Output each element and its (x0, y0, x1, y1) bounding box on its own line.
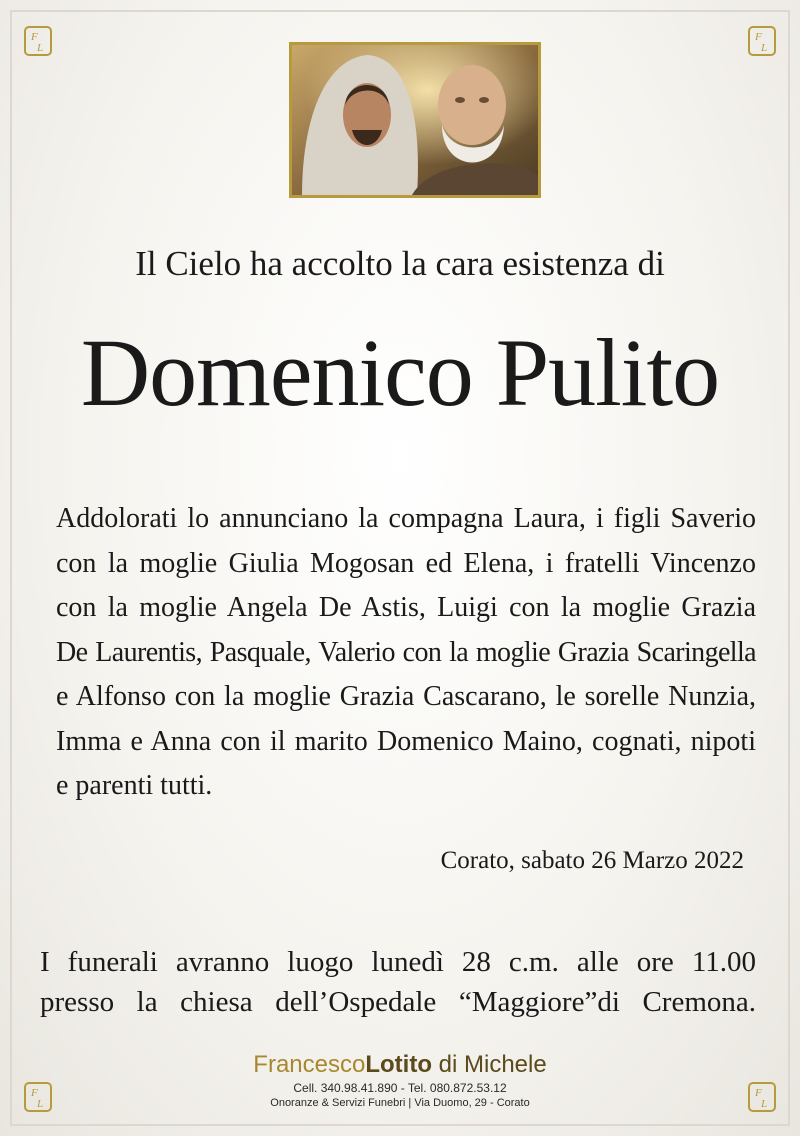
funeral-line: I funerali avranno luogo lunedì 28 c.m. alle ore 11.00 (40, 946, 756, 978)
corner-top-right (730, 6, 794, 70)
announcement-text (56, 497, 756, 809)
company-contacts: Cell. 340.98.41.890 - Tel. 080.872.53.12 (293, 1081, 507, 1095)
company-first-name: Francesco (253, 1051, 366, 1078)
svg-text:F: F (755, 31, 762, 43)
announcement-line: e parenti tutti. (56, 770, 213, 801)
announcement-line: e Alfonso con la moglie Grazia Cascarano, le sorelle Nunzia, (56, 681, 756, 712)
svg-text:L: L (761, 42, 768, 54)
religious-photo (289, 42, 541, 198)
announcement-line: De Laurentis, Pasquale, Valerio con la moglie Grazia Scaringella (56, 636, 756, 668)
date-line: Corato, sabato 26 Marzo 2022 (440, 847, 744, 874)
company-address: Onoranze & Servizi Funebri | Via Duomo, 29 - Corato (270, 1097, 530, 1109)
announcement-line: con la moglie Giulia Mogosan ed Elena, i fratelli Vincenzo (56, 547, 756, 579)
funeral-info (40, 942, 756, 1022)
headline: Il Cielo ha accolto la cara esistenza di (135, 244, 665, 283)
svg-text:F: F (31, 1087, 38, 1099)
announcement-line: Addolorati lo annunciano la compagna Laura, i figli Saverio (56, 503, 756, 534)
svg-text:F: F (31, 31, 38, 43)
company-name (0, 1050, 800, 1080)
fl-monogram-icon (24, 26, 52, 56)
funeral-line: presso la chiesa dell’Ospedale “Maggiore”di Cremona. (40, 986, 756, 1018)
company-suffix: di Michele (438, 1051, 547, 1078)
svg-text:L: L (37, 42, 44, 54)
announcement-line: Imma e Anna con il marito Domenico Maino, cognati, nipoti (56, 725, 756, 757)
svg-text:L: L (761, 1098, 768, 1110)
announcement-line: con la moglie Angela De Astis, Luigi con la moglie Grazia (56, 592, 756, 623)
corner-top-left (6, 6, 70, 70)
svg-text:L: L (37, 1098, 44, 1110)
photo-illustration (292, 45, 538, 195)
deceased-name: Domenico Pulito (80, 319, 720, 426)
fl-monogram-icon (748, 26, 776, 56)
funeral-home-footer (0, 1050, 800, 1111)
svg-text:F: F (755, 1087, 762, 1099)
company-last-name: Lotito (365, 1051, 432, 1078)
